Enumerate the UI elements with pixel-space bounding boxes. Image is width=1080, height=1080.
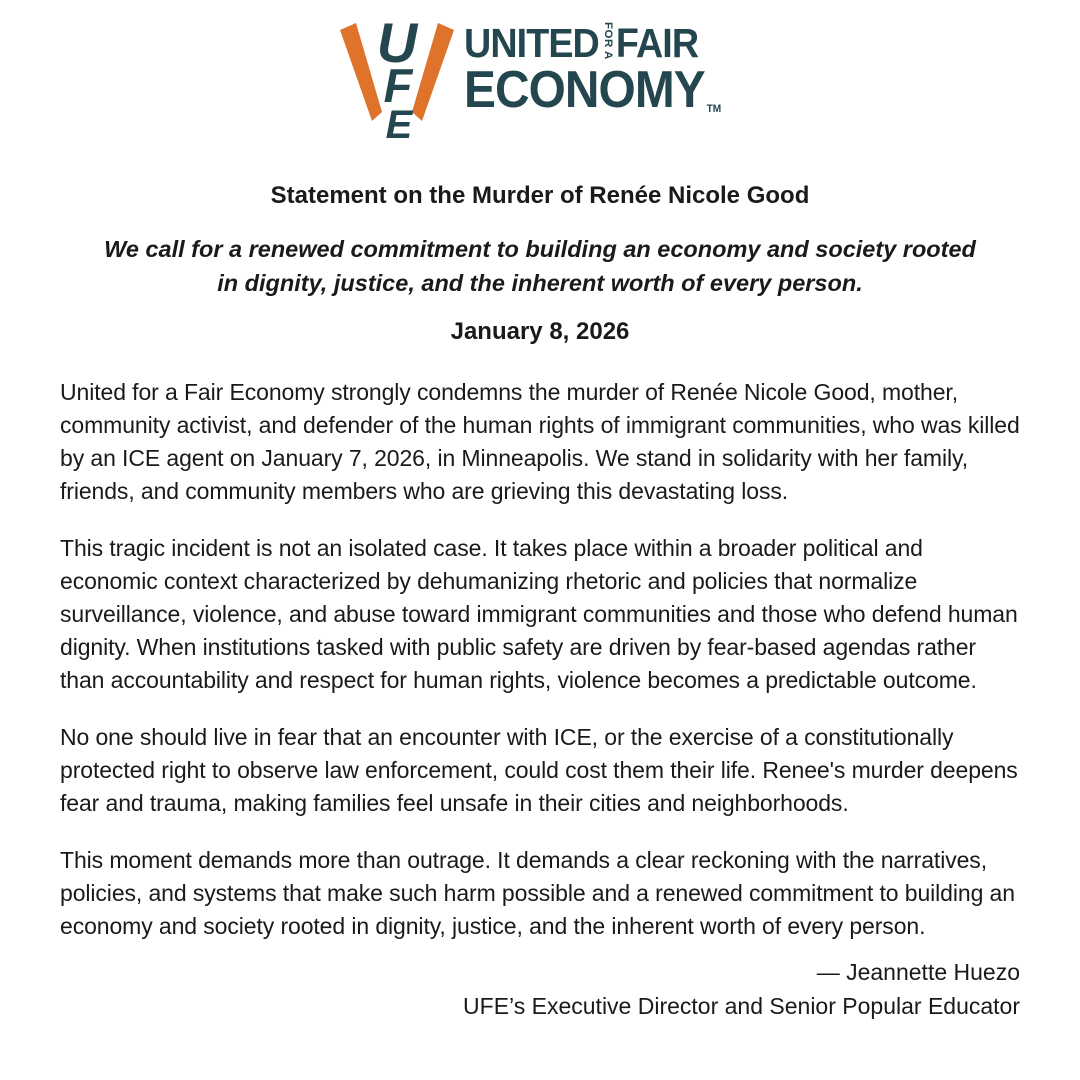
monogram-letter-e: E — [385, 103, 413, 146]
statement-subtitle — [60, 232, 1020, 300]
body-paragraph-2: This tragic incident is not an isolated case. It takes place within a broader political and economic context characterized by dehumanizing rhetoric and policies that normalize surveillance, violence, and abuse toward immigrant communities and those who defend human dignity. When institutions tasked with public safety are driven by fear-based agendas rather than accountability and respect for human rights, violence becomes a predictable outcome. — [60, 535, 1018, 693]
signature-block — [60, 955, 1020, 1023]
ufe-monogram-icon — [336, 12, 458, 146]
wordmark-for-a-vertical: FOR A — [602, 22, 614, 60]
wordmark-line-2 — [464, 61, 722, 119]
body-paragraph-3: No one should live in fear that an encounter with ICE, or the exercise of a constitutionally protected right to observe law enforcement, could cost them their life. Renee's murder deepens fear and trauma, making families feel unsafe in their cities and neighborhoods. — [60, 724, 1018, 816]
statement-title: Statement on the Murder of Renée Nicole Good — [270, 182, 810, 209]
logo-right-wing-icon — [412, 23, 454, 121]
wordmark-united: UNITED — [464, 19, 600, 66]
statement-date: January 8, 2026 — [450, 318, 630, 345]
logo-left-wing-icon — [340, 23, 382, 121]
brand-logo — [60, 12, 1020, 152]
monogram-letter-f: F — [383, 59, 413, 112]
signature-name: — Jeannette Huezo — [816, 959, 1020, 985]
body-paragraph-4: This moment demands more than outrage. It demands a clear reckoning with the narratives, policies, and systems that make such harm possible and a renewed commitment to building an economy and society rooted in dignity, justice, and the inherent worth of every person. — [60, 847, 1015, 939]
subtitle-line-2: in dignity, justice, and the inherent worth of every person. — [217, 270, 863, 296]
subtitle-line-1: We call for a renewed commitment to building an economy and society rooted — [104, 236, 976, 262]
signature-title: UFE’s Executive Director and Senior Popular Educator — [463, 993, 1020, 1019]
body-paragraph-1: United for a Fair Economy strongly condemns the murder of Renée Nicole Good, mother, community activist, and defender of the human rights of immigrant communities, who was killed by an ICE agent on January 7, 2026, in Minneapolis. We stand in solidarity with her family, friends, and community members who are grieving this devastating loss. — [60, 379, 1020, 504]
wordmark-economy: ECONOMY — [464, 61, 705, 119]
wordmark-fair: FAIR — [616, 19, 699, 66]
monogram-letter-u: U — [376, 12, 418, 74]
statement-body — [60, 376, 1020, 943]
trademark-symbol: TM — [706, 102, 722, 115]
logo-wordmark — [464, 19, 722, 119]
wordmark-line-1 — [464, 19, 721, 66]
